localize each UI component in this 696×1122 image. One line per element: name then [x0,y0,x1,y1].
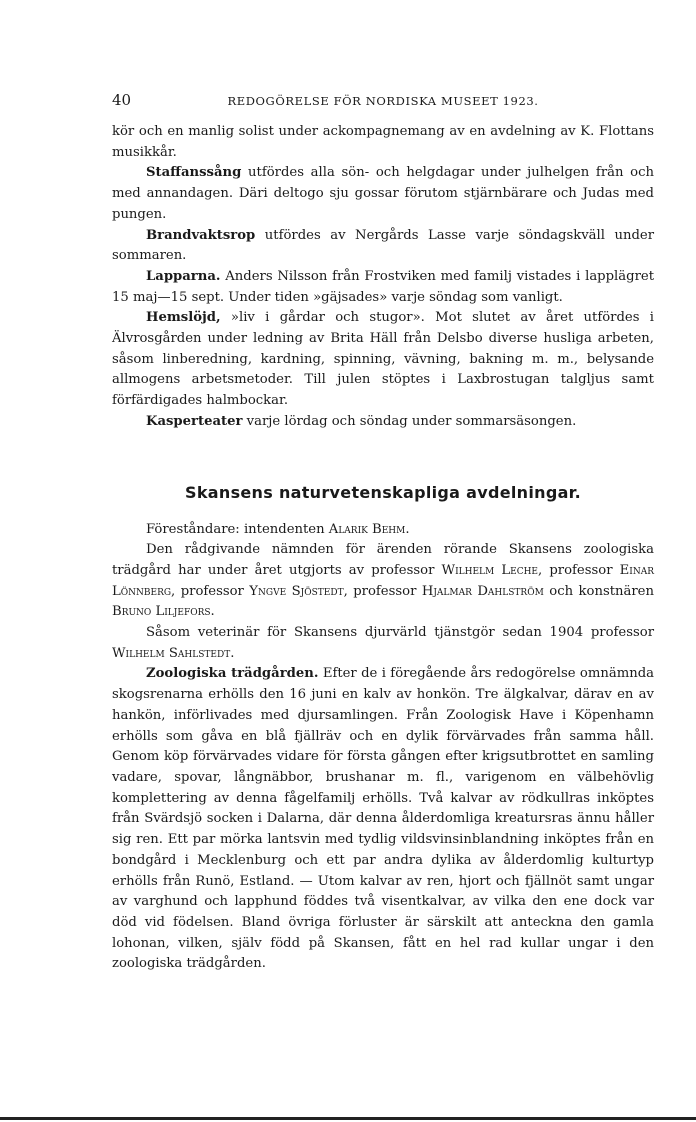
paragraph-heading: Staffanssång [146,165,242,181]
paragraph-text: Den rådgivande nämnden för ärenden rörande Skansens zoologiska trädgård har under året utgjorts av professor [112,542,654,578]
paragraph-hemslojd [112,308,654,412]
paragraph-text: , professor [171,583,250,599]
punctuation: . [230,645,235,661]
running-title: REDOGÖRELSE FÖR NORDISKA MUSEET 1923. [227,94,539,108]
paragraph-forestandare [112,520,654,541]
paragraph-text: och konstnären [543,583,654,599]
page-body [112,122,654,975]
person-name: Wilhelm Sahlstedt [112,645,231,661]
person-name: Alarik Behm [328,521,406,537]
person-name: Einar Lönnberg [112,562,654,599]
paragraph-text: Föreståndare: intendenten [146,521,329,537]
paragraph-heading: Zoologiska trädgården. [146,666,319,682]
page-number: 40 [112,91,132,109]
punctuation: . [210,604,215,620]
person-name: Wilhelm Leche [441,562,539,578]
page-header [112,91,654,111]
paragraph-heading: Hemslöjd, [146,310,221,326]
paragraph-text: , professor [343,583,422,599]
paragraph-text: Såsom veterinär för Skansens djurvärld tjänstgör sedan 1904 professor [146,625,654,641]
person-name: Hjalmar Dahlström [421,583,544,599]
continued-paragraph: kör och en manlig solist under ackompagnemang av en avdelning av K. Flottans musikkår. [112,124,654,160]
paragraph-text: utfördes alla sön- och helgdagar under julhelgen från och med annandagen. Däri deltogo sju gossar förutom stjärnbärare och Judas med pungen. [112,165,654,222]
person-name: Yngve Sjöstedt [249,583,344,599]
paragraph-text: »liv i gårdar och stugor». Mot slutet av året utfördes i Älvrosgården under ledning av Brita Häll från Delsbo diverse husliga arbeten, såsom linberedning, kardning, spinning, vävning, bakning m. m., belysande allmogens arbetsmetoder. Till julen stöptes i Laxbrostugan talgljus samt förfärdigades halmbockar. [112,310,654,409]
paragraph-heading: Lapparna. [146,268,221,284]
paragraph-heading: Kasperteater [146,413,243,429]
paragraph-text: Efter de i föregående års redogörelse omnämnda skogsrenarna erhölls den 16 juni en kalv av honkön. Tre älgkalvar, därav en av hankön, införlivades med djursamlingen. Från Zoologisk Have i Köpenhamn erhölls som gåva en blå fjällräv och en dylik förvärvades från samma håll. Genom köp förvärvades vidare för första gången efter krigsutbrottet en samling vadare, spovar, långnäbbor, brushanar m. fl., varigenom en välbehövlig komplettering av denna fågelfamilj erhölls. Två kalvar av rödkullras inköptes från Svärdsjö socken i Dalarna, där denna ålderdomliga kreatursras ännu håller sig ren. Ett par mörka lantsvin med tydlig vildsvinsinblandning inköptes från en bondgård i Mecklenburg och ett par andra dylika av ålderdomlig kulturtyp erhölls från Runö, Estland. — Utom kalvar av ren, hjort och fjällnöt samt ungar av varghund och lapphund föddes två visentkalvar, av vilka den ene dock var död vid födelsen. Bland övriga förluster är särskilt att anteckna den gamla lohonan, vilken, själv född på Skansen, fått en hel rad kullar ungar i den zoologiska trädgården. [112,666,655,972]
person-name: Bruno Liljefors [112,604,211,620]
paragraph-veterinar [112,623,654,664]
paragraph-text: utfördes av Nergårds Lasse varje söndagskväll under sommaren. [112,227,654,264]
paragraph-text: Anders Nilsson från Frostviken med familj vistades i lapplägret 15 maj—15 sept. Under tiden »gäjsades» varje söndag som vanligt. [112,268,654,305]
section-heading-block [112,483,654,502]
paragraph-text: varje lördag och söndag under sommarsäsongen. [242,413,577,429]
scan-edge-rule [0,1117,696,1120]
punctuation: . [405,521,410,537]
paragraph-kasperteater [112,412,654,433]
section-title: Skansens naturvetenskapliga avdelningar. [185,482,581,502]
paragraph-heading: Brandvaktsrop [146,227,256,243]
paragraph-zoologiska-tradgarden [112,664,654,975]
paragraph-brandvaktsrop [112,226,654,267]
paragraph-staffanssang [112,163,654,225]
paragraph-lapparna [112,267,654,308]
paragraph-text: , professor [538,562,620,578]
paragraph-namnden [112,540,654,623]
